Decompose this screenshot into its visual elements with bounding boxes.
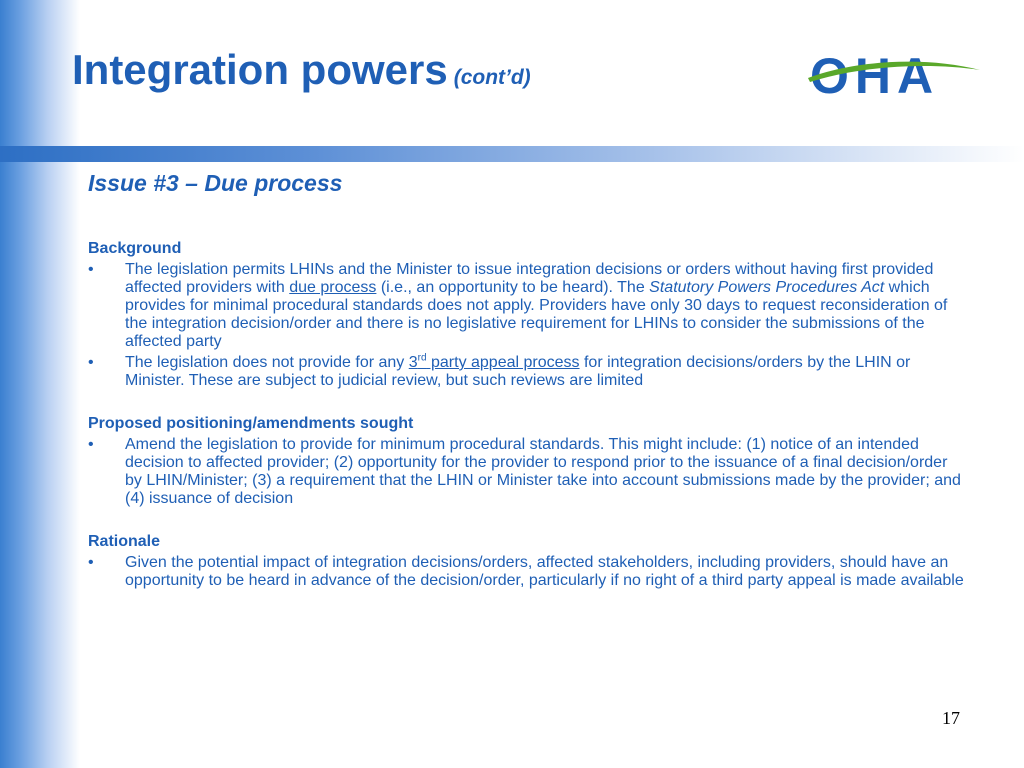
left-gradient-bar (0, 0, 80, 768)
appeal-process-link: 3rd party appeal process (408, 352, 580, 371)
due-process-link: due process (289, 279, 377, 296)
proposed-heading: Proposed positioning/amendments sought (88, 415, 414, 432)
proposed-list (88, 436, 968, 508)
proposed-bullet-1: • Amend the legislation to provide for minimum procedural standards. This might include: (1) notice of an intended decision to affected provider; (2) opportunity for the provider to respond prior to the issuance of a final decision/order by LHIN/Minister; (3) a requirement that the LHIN or Minister take into account submissions made by the provider; and (4) issuance of decision (88, 436, 968, 508)
oha-logo (806, 46, 982, 102)
rationale-list (88, 554, 968, 590)
header-divider-band (0, 146, 1024, 162)
issue-heading: Issue #3 – Due process (88, 170, 343, 196)
rationale-bullet-1: • Given the potential impact of integration decisions/orders, affected stakeholders, including providers, should have an opportunity to be heard in advance of the decision/order, particularly if no right of a third party appeal is made available (88, 554, 968, 590)
slide-title (72, 46, 531, 94)
title-subtitle: (cont’d) (453, 66, 531, 89)
page-number: 17 (942, 708, 960, 728)
slide-body (88, 166, 968, 590)
background-list (88, 261, 968, 390)
logo-text: OHA (810, 48, 940, 102)
rationale-heading: Rationale (88, 533, 161, 550)
background-bullet-2: • The legislation does not provide for any 3rd party appeal process for integration decisions/orders by the LHIN or Minister. These are subject to judicial review, but such reviews are limited (88, 354, 968, 390)
title-main: Integration powers (72, 46, 448, 93)
background-bullet-1: • The legislation permits LHINs and the Minister to issue integration decisions or orders without having first provided affected providers with due process (i.e., an opportunity to be heard). The Statutory Powers Procedures Act which provides for minimal procedural standards does not apply. Providers have only 30 days to request reconsideration of the integration decision/order and there is no legislative requirement for LHINs to consider the submissions of the affected party (88, 261, 968, 351)
background-heading: Background (88, 240, 182, 257)
statute-name: Statutory Powers Procedures Act (649, 279, 885, 296)
